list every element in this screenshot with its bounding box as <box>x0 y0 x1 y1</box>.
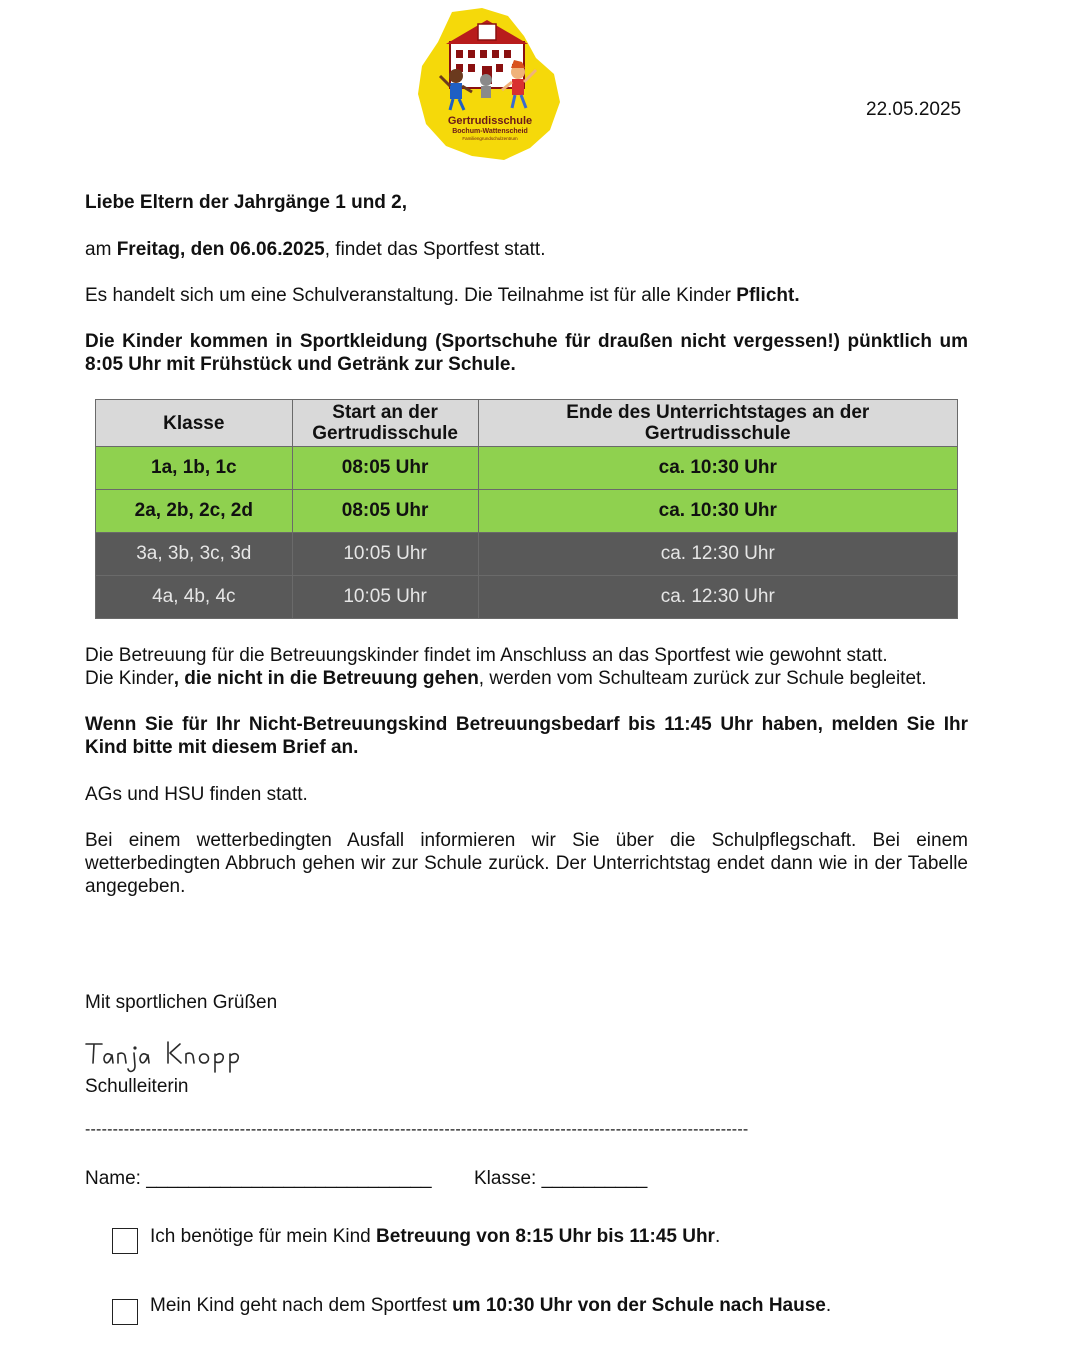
table-cell-start: 08:05 Uhr <box>292 447 478 490</box>
logo-school-sub: Bochum-Wattenscheid <box>452 128 528 135</box>
table-cell-ende: ca. 10:30 Uhr <box>478 447 957 490</box>
table-cell-start: 08:05 Uhr <box>292 490 478 533</box>
table-row <box>96 576 958 619</box>
paragraph-mandatory: Es handelt sich um eine Schulveranstaltung. Die Teilnahme ist für alle Kinder Pflicht. <box>85 285 800 306</box>
table-row <box>96 447 958 490</box>
closing: Mit sportlichen Grüßen <box>85 992 278 1013</box>
paragraph-care: Die Betreuung für die Betreuungskinder findet im Anschluss an das Sportfest wie gewohnt statt. Die Kinder, die nicht in die Betreuung gehen, werden vom Schulteam zurück zur Schule begleitet. <box>85 645 927 689</box>
table-header-row <box>96 400 958 447</box>
table-cell-ende: ca. 12:30 Uhr <box>478 576 957 619</box>
paragraph-weather: Bei einem wetterbedingten Ausfall informieren wir Sie über die Schulpflegschaft. Bei einem wetterbedingten Abbruch gehen wir zur Schule zurück. Der Unterrichtstag endet dann wie in der Tabelle angegeben. <box>85 830 968 897</box>
signature <box>84 1036 244 1076</box>
table-header-cell: Ende des Unterrichtstages an der Gertrudisschule <box>478 400 957 447</box>
name-field[interactable]: Name: ___________________________ <box>85 1168 432 1189</box>
table-cell-ende: ca. 12:30 Uhr <box>478 533 957 576</box>
paragraph-event-date: am Freitag, den 06.06.2025, findet das Sportfest statt. <box>85 239 546 260</box>
schedule-table <box>95 399 958 619</box>
table-cell-klasse: 2a, 2b, 2c, 2d <box>96 490 293 533</box>
logo-school-name: Gertrudisschule <box>447 115 533 127</box>
cut-line: ------------------------------------------------------------------------------------------------------------------------ <box>85 1121 749 1138</box>
letter-date: 22.05.2025 <box>866 99 962 120</box>
table-row <box>96 533 958 576</box>
school-logo <box>412 6 562 162</box>
table-header-cell: Start an der Gertrudisschule <box>292 400 478 447</box>
table-cell-ende: ca. 10:30 Uhr <box>478 490 957 533</box>
checkbox-care[interactable] <box>112 1228 138 1254</box>
checkbox-home[interactable] <box>112 1299 138 1325</box>
class-field[interactable]: Klasse: __________ <box>474 1168 648 1189</box>
table-cell-start: 10:05 Uhr <box>292 533 478 576</box>
paragraph-ags: AGs und HSU finden statt. <box>85 784 308 805</box>
paragraph-registration: Wenn Sie für Ihr Nicht-Betreuungskind Betreuungsbedarf bis 11:45 Uhr haben, melden Sie Ihr Kind bitte mit diesem Brief an. <box>85 714 968 758</box>
table-cell-start: 10:05 Uhr <box>292 576 478 619</box>
paragraph-sportswear: Die Kinder kommen in Sportkleidung (Sportschuhe für draußen nicht vergessen!) pünktlich um 8:05 Uhr mit Frühstück und Getränk zur Schule. <box>85 331 968 375</box>
option-care-label: Ich benötige für mein Kind Betreuung von 8:15 Uhr bis 11:45 Uhr. <box>150 1226 721 1247</box>
table-cell-klasse: 4a, 4b, 4c <box>96 576 293 619</box>
option-home-label: Mein Kind geht nach dem Sportfest um 10:30 Uhr von der Schule nach Hause. <box>150 1295 832 1316</box>
table-cell-klasse: 1a, 1b, 1c <box>96 447 293 490</box>
greeting: Liebe Eltern der Jahrgänge 1 und 2, <box>85 192 408 213</box>
table-header-cell: Klasse <box>96 400 293 447</box>
signer-role: Schulleiterin <box>85 1076 189 1097</box>
logo-school-tag: Familiengrundschulzentrum <box>462 136 518 141</box>
table-cell-klasse: 3a, 3b, 3c, 3d <box>96 533 293 576</box>
table-row <box>96 490 958 533</box>
